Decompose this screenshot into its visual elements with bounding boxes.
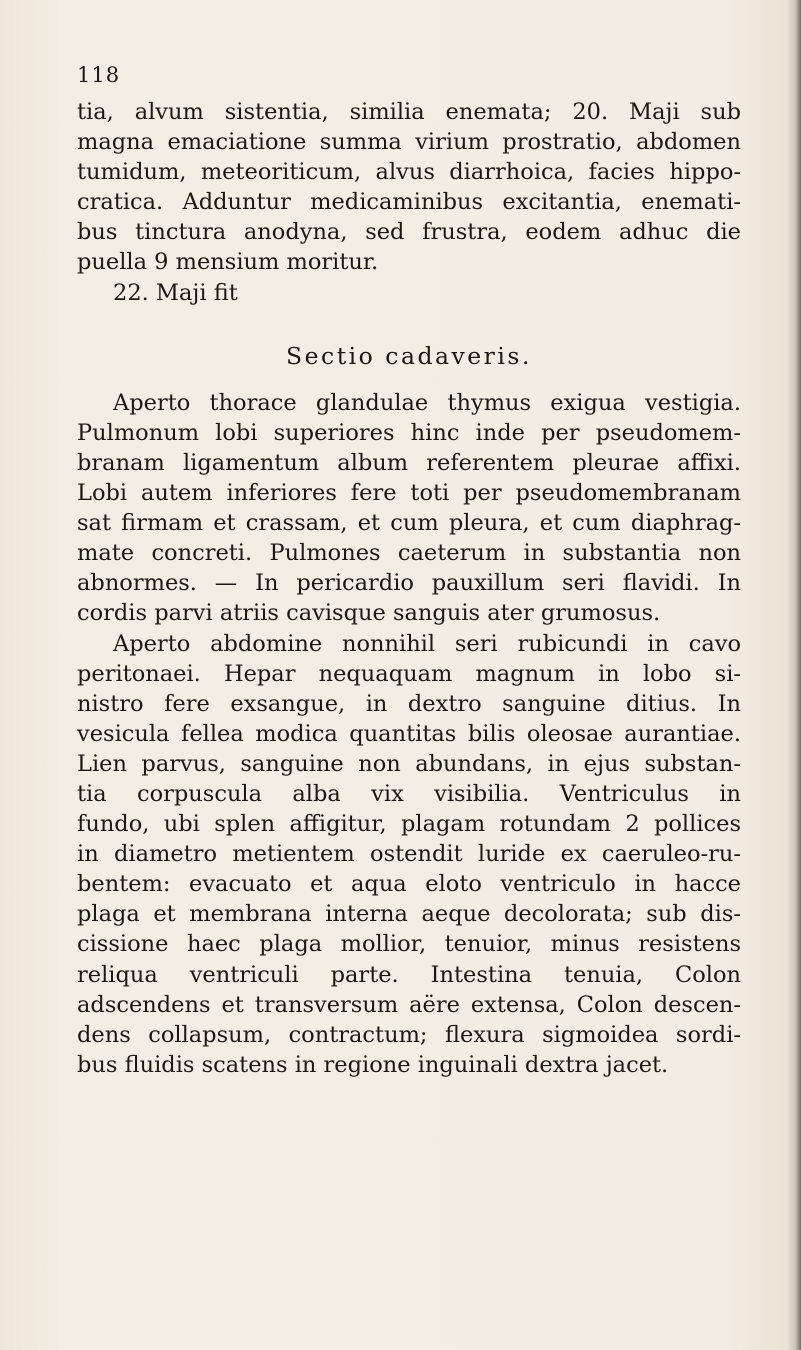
- text-line: Lobi autem inferiores fere toti per pseudomembranam: [77, 480, 741, 507]
- text-line: reliqua ventriculi parte. Intestina tenuia, Colon: [77, 961, 741, 988]
- text-line: tumidum, meteoriticum, alvus diarrhoica, facies hippo-: [77, 159, 741, 186]
- text-line: branam ligamentum album referentem pleurae affixi.: [77, 449, 741, 476]
- text-line: fundo, ubi splen affigitur, plagam rotundam 2 pollices: [77, 811, 741, 838]
- text-line: puella 9 mensium moritur.: [77, 249, 379, 276]
- text-line: vesicula fellea modica quantitas bilis oleosae aurantiae.: [77, 720, 741, 747]
- text-line: peritonaei. Hepar nequaquam magnum in lobo si-: [77, 660, 741, 687]
- paragraph-3: [77, 629, 741, 1080]
- page-edge-shadow: [787, 0, 801, 1350]
- text-line: cordis parvi atriis cavisque sanguis ater grumosus.: [77, 600, 661, 627]
- text-line: dens collapsum, contractum; flexura sigmoidea sordi-: [77, 1021, 741, 1048]
- text-line: mate concreti. Pulmones caeterum in substantia non: [77, 540, 741, 567]
- text-line: Pulmonum lobi superiores hinc inde per pseudomem-: [77, 419, 741, 446]
- text-line: Aperto thorace glandulae thymus exigua vestigia.: [113, 389, 741, 416]
- text-line: Aperto abdomine nonnihil seri rubicundi in cavo: [113, 630, 741, 657]
- text-line: tia corpuscula alba vix visibilia. Ventriculus in: [77, 780, 741, 807]
- text-line: sat firmam et crassam, et cum pleura, et cum diaphrag-: [77, 510, 741, 537]
- text-line: abnormes. — In pericardio pauxillum seri flavidi. In: [77, 570, 741, 597]
- text-line: cratica. Adduntur medicaminibus excitantia, enemati-: [77, 189, 741, 216]
- text-line: bus tinctura anodyna, sed frustra, eodem adhuc die: [77, 219, 741, 246]
- paragraph-2: [77, 388, 741, 629]
- text-line: tia, alvum sistentia, similia enemata; 20. Maji sub: [77, 99, 741, 125]
- page-body: [77, 97, 741, 1080]
- text-line: nistro fere exsangue, in dextro sanguine ditius. In: [77, 690, 741, 717]
- section-heading: Sectio cadaveris.: [286, 341, 532, 370]
- paragraph-1: [77, 97, 741, 308]
- text-line: adscendens et transversum aëre extensa, Colon descen-: [77, 991, 741, 1018]
- text-line: plaga et membrana interna aeque decolorata; sub dis-: [77, 901, 741, 928]
- date-line: 22. Maji fit: [113, 279, 238, 306]
- text-line: magna emaciatione summa virium prostratio, abdomen: [77, 129, 741, 156]
- text-line: cissione haec plaga mollior, tenuior, minus resistens: [77, 931, 741, 958]
- text-line: bus fluidis scatens in regione inguinali dextra jacet.: [77, 1051, 669, 1078]
- text-line: Lien parvus, sanguine non abundans, in ejus substan-: [77, 750, 741, 777]
- text-line: bentem: evacuato et aqua eloto ventriculo in hacce: [77, 871, 741, 898]
- text-line: in diametro metientem ostendit luride ex caeruleo-ru-: [77, 841, 741, 868]
- page-number: 118: [77, 63, 121, 87]
